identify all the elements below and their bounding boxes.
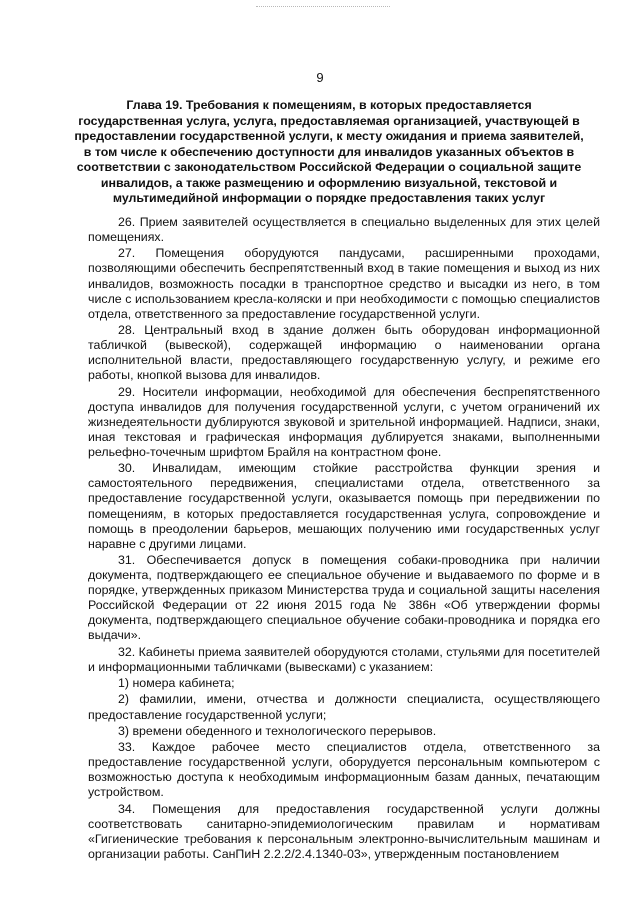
paragraph-26: 26. Прием заявителей осуществляется в специально выделенных для этих целей помещениях.: [88, 215, 600, 245]
chapter-title: Глава 19. Требования к помещениям, в которых предоставляется государственная услуга, услуга, предоставляемая организацией, участвующей в предоставлении государственной услуги, к месту ожидания и приема заявителей, в том числе к обеспечению доступности для инвалидов указанных объектов в соответствии с законодательством Российской Федерации о социальной защите инвалидов, а также размещению и оформлению визуальной, текстовой и мультимедийной информации о порядке предоставления таких услуг: [74, 98, 584, 205]
paragraph-32: 32. Кабинеты приема заявителей оборудуются столами, стульями для посетителей и информационными табличками (вывесками) с указанием:: [88, 644, 600, 674]
list-item-3: 3) времени обеденного и технологического перерывов.: [118, 723, 437, 738]
paragraph-34: 34. Помещения для предоставления государственной услуги должны соответствовать санитарно-эпидемиологическим правилам и нормативам «Гигиенические требования к персональным электронно-вычислительным машинам и организации работы. СанПиН 2.2.2/2.4.1340-03», утвержденным постановлением: [88, 801, 600, 861]
page-number: 9: [316, 70, 324, 85]
paragraph-33: 33. Каждое рабочее место специалистов отдела, ответственного за предоставление государственной услуги, оборудуется персональным компьютером с возможностью доступа к необходимым информационным базам данных, печатающим устройством.: [88, 740, 600, 800]
paragraph-30: 30. Инвалидам, имеющим стойкие расстройства функции зрения и самостоятельного передвижения, специалистами отдела, ответственного за предоставление государственной услуги, оказывается помощь при передвижении по помещениям, в которых предоставляется государственная услуга, сопровождение и помощь в преодолении барьеров, мешающих получению ими государственных услуг наравне с другими лицами.: [88, 461, 600, 551]
paragraph-27: 27. Помещения оборудуются пандусами, расширенными проходами, позволяющими обеспечить беспрепятственный вход в такие помещения и выход из них инвалидов, возможность посадки в транспортное средство и высадки из него, в том числе с использованием кресла-коляски и при необходимости с помощью специалистов отдела, ответственного за предоставление государственной услуги.: [88, 246, 600, 321]
paragraph-28: 28. Центральный вход в здание должен быть оборудован информационной табличкой (вывеской), содержащей информацию о наименовании органа исполнительной власти, предоставляющего государственную услугу, и режиме его работы, кнопкой вызова для инвалидов.: [88, 323, 600, 383]
paragraph-31: 31. Обеспечивается допуск в помещения собаки-проводника при наличии документа, подтверждающего ее специальное обучение и выдаваемого по форме и в порядке, утвержденных приказом Министерства труда и социальной защиты населения Российской Федерации от 22 июня 2015 года № 386н «Об утверждении формы документа, подтверждающего специальное обучение собаки-проводника и порядка его выдачи».: [88, 553, 600, 643]
body-text: [88, 215, 600, 863]
list-item-2: 2) фамилии, имени, отчества и должности специалиста, осуществляющего предоставление государственной услуги;: [88, 692, 600, 722]
list-item-1: 1) номера кабинета;: [118, 676, 235, 691]
paragraph-29: 29. Носители информации, необходимой для обеспечения беспрепятственного доступа инвалидов для получения государственной услуги, с учетом ограничений их жизнедеятельности дублируются звуковой и зрительной информацией. Надписи, знаки, иная текстовая и графическая информация дублируется знаками, выполненными рельефно-точечным шрифтом Брайля на контрастном фоне.: [88, 384, 600, 459]
scan-artifact: [256, 6, 390, 9]
